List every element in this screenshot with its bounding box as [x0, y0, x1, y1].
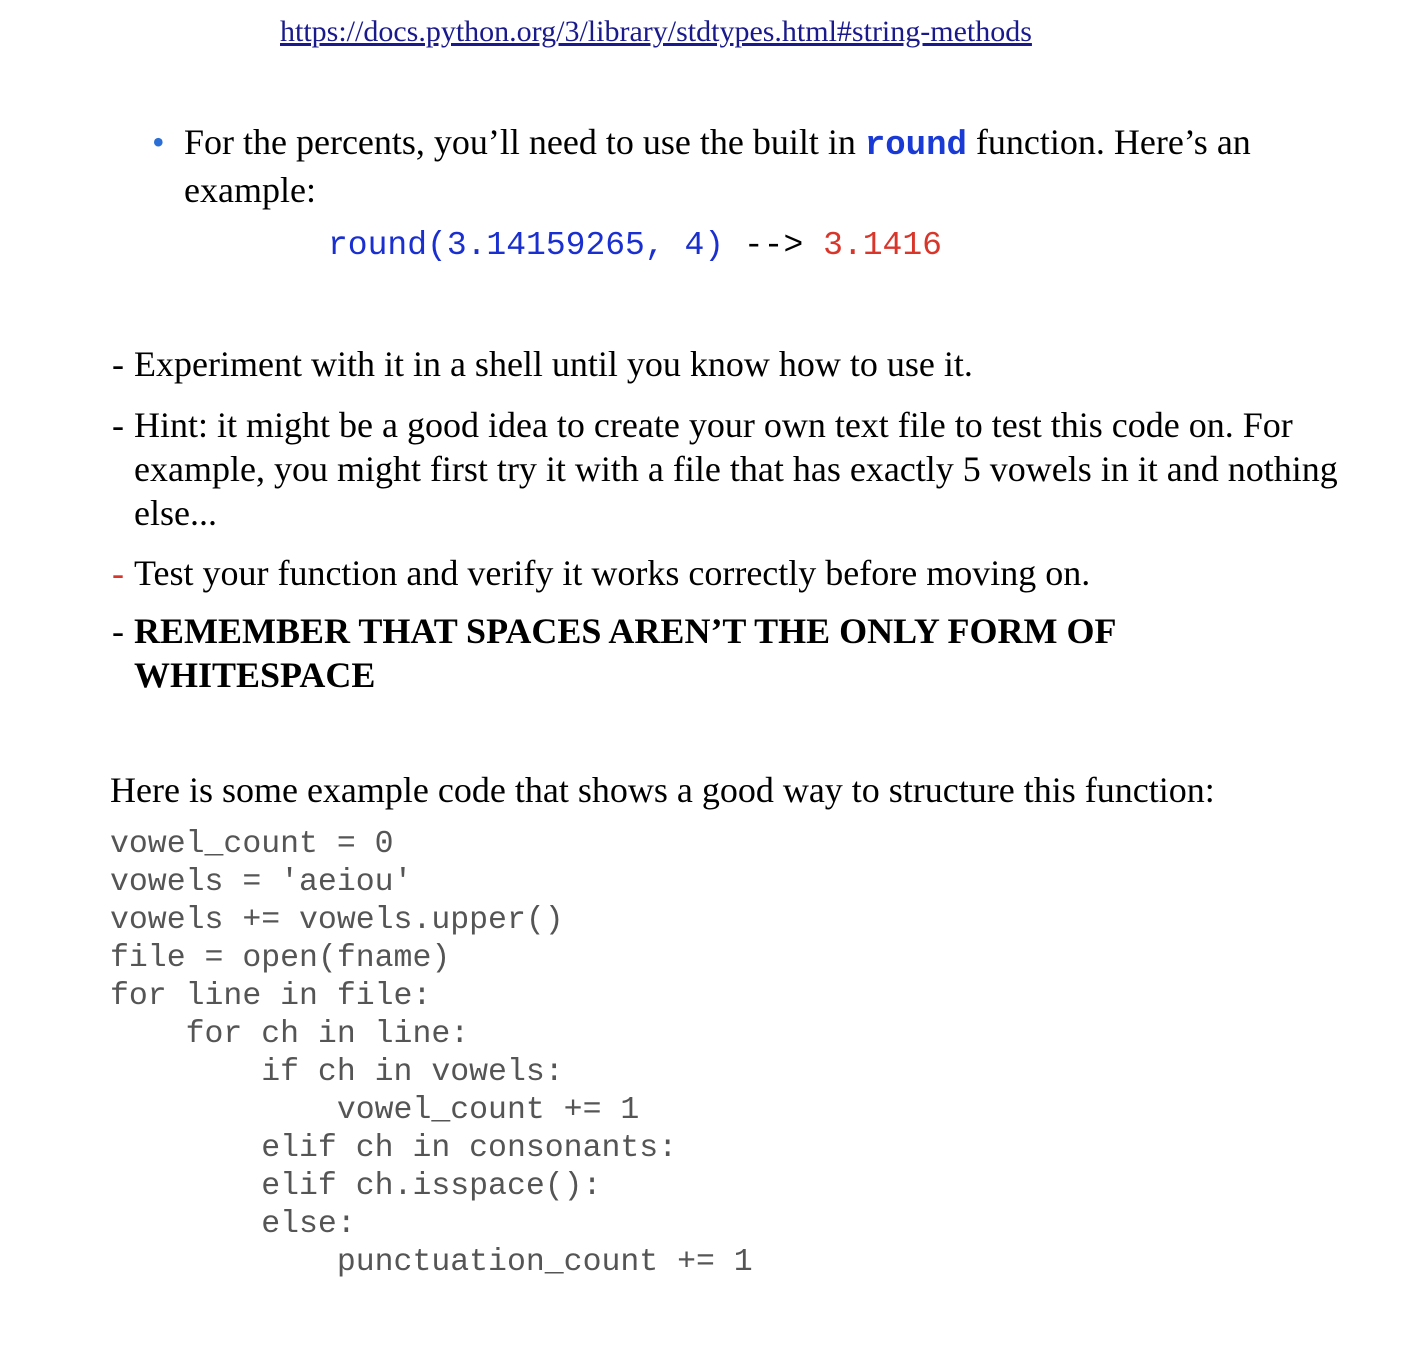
dash-marker: -: [112, 344, 124, 384]
round-example: [328, 226, 942, 266]
code-line: if ch in vowels:: [110, 1055, 564, 1090]
code-line: else:: [110, 1207, 356, 1242]
round-bullet-text: [184, 120, 1334, 212]
dash-marker: -: [112, 405, 124, 445]
dash-marker: -: [112, 553, 124, 593]
code-line: elif ch in consonants:: [110, 1131, 678, 1166]
example-code-intro: Here is some example code that shows a good way to structure this function:: [110, 770, 1215, 810]
example-code-block: [110, 826, 753, 1282]
tip-text: Test your function and verify it works correctly before moving on.: [134, 553, 1091, 593]
code-line: vowel_count += 1: [110, 1093, 640, 1128]
code-line: vowels += vowels.upper(): [110, 903, 564, 938]
code-line: vowel_count = 0: [110, 827, 394, 862]
code-line: elif ch.isspace():: [110, 1169, 602, 1204]
inline-code-round: round: [864, 127, 967, 165]
tip-text: Experiment with it in a shell until you know how to use it.: [134, 344, 973, 384]
tip-text: Hint: it might be a good idea to create your own text file to test this code on. For example, you might first try it with a file that has exactly 5 vowels in it and nothing else...: [134, 405, 1338, 533]
tip-text: REMEMBER THAT SPACES AREN’T THE ONLY FORM OF WHITESPACE: [134, 611, 1116, 695]
round-example-result: 3.1416: [823, 227, 942, 264]
bullet-text-before: For the percents, you’ll need to use the built in: [184, 122, 865, 162]
code-line: file = open(fname): [110, 941, 451, 976]
code-line: for line in file:: [110, 979, 432, 1014]
round-example-call: round(3.14159265, 4): [328, 227, 725, 264]
code-line: vowels = 'aeiou': [110, 865, 413, 900]
round-example-arrow: -->: [724, 227, 824, 264]
code-line: punctuation_count += 1: [110, 1245, 753, 1280]
code-line: for ch in line:: [110, 1017, 470, 1052]
bullet-dot-icon: •: [152, 122, 165, 162]
stdtypes-doc-link[interactable]: https://docs.python.org/3/library/stdtypes.html#string-methods: [280, 15, 1032, 48]
dash-marker: -: [112, 611, 124, 651]
bullet-text-after: function. Here’s an example:: [184, 122, 1251, 210]
